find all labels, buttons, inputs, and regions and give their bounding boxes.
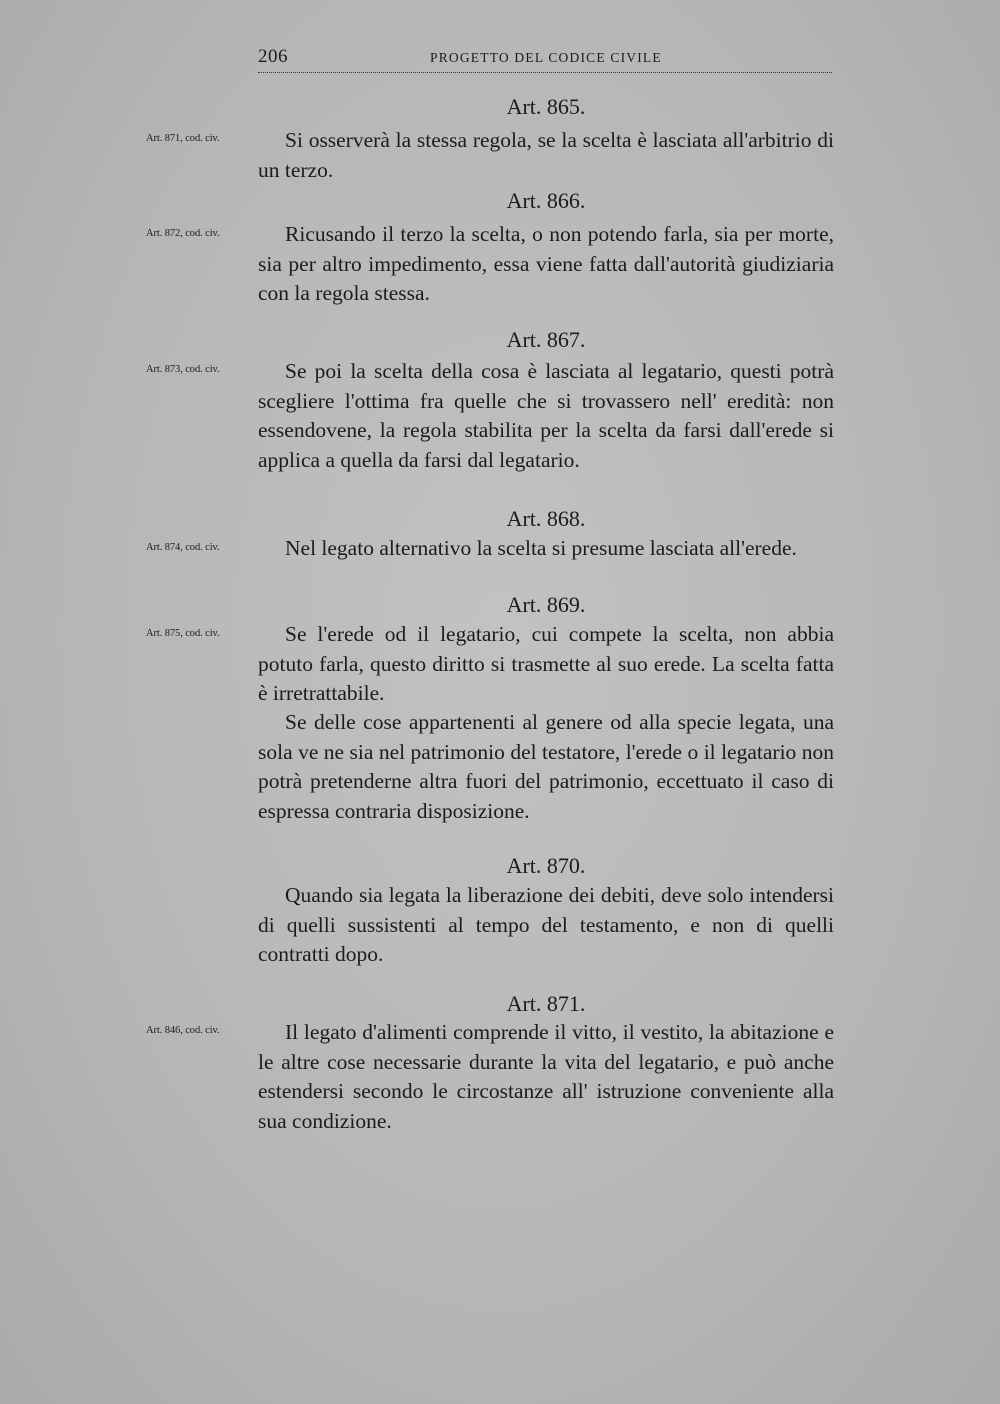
article-text-865: Si osserverà la stessa regola, se la scelta è lasciata all'arbitrio di un terzo. [258,128,834,182]
article-heading-867: Art. 867. [506,327,586,352]
margin-note-871: Art. 846, cod. civ. [146,1025,220,1036]
article-heading-868: Art. 868. [506,506,586,531]
article-heading-869: Art. 869. [506,592,586,617]
margin-note-866: Art. 872, cod. civ. [146,228,220,239]
margin-note-869: Art. 875, cod. civ. [146,628,220,639]
page-number: 206 [258,46,288,67]
article-text-869-second: Se delle cose appartenenti al genere od alla specie legata, una sola ve ne sia nel patrimonio del testatore, l'erede o il legatario non potrà pretenderne altra fuori del patrimonio, eccettuato il caso di espressa contraria disposizione. [258,710,834,823]
article-text-871: Il legato d'alimenti comprende il vitto, il vestito, la abitazione e le altre cose necessarie durante la vita del legatario, e può anche estendersi secondo le circostanze all' istruzione conveniente alla sua condizione. [258,1020,834,1133]
article-text-869: Se l'erede od il legatario, cui compete la scelta, non abbia potuto farla, questo diritto si trasmette al suo erede. La scelta fatta è irretrattabile. [258,622,834,705]
article-heading-865: Art. 865. [506,94,586,119]
article-text-868: Nel legato alternativo la scelta si presume lasciata all'erede. [285,536,797,560]
header-rule [258,72,832,73]
article-heading-870: Art. 870. [506,853,586,878]
margin-note-867: Art. 873, cod. civ. [146,364,220,375]
article-text-867: Se poi la scelta della cosa è lasciata al legatario, questi potrà scegliere l'ottima fra quelle che si trovassero nell' eredità: non essendovene, la regola stabilita per la scelta da farsi dall'erede si applica a quella da farsi dal legatario. [258,359,834,472]
article-heading-866: Art. 866. [506,188,586,213]
running-head: PROGETTO DEL CODICE CIVILE [430,50,662,65]
margin-note-868: Art. 874, cod. civ. [146,542,220,553]
article-heading-871: Art. 871. [506,991,586,1016]
article-text-870: Quando sia legata la liberazione dei debiti, deve solo intendersi di quelli sussistenti al tempo del testamento, e non di quelli contratti dopo. [258,883,834,966]
margin-note-865: Art. 871, cod. civ. [146,133,220,144]
page-header [258,42,832,74]
article-text-866: Ricusando il terzo la scelta, o non potendo farla, sia per morte, sia per altro impedimento, essa viene fatta dall'autorità giudiziaria con la regola stessa. [258,222,834,305]
